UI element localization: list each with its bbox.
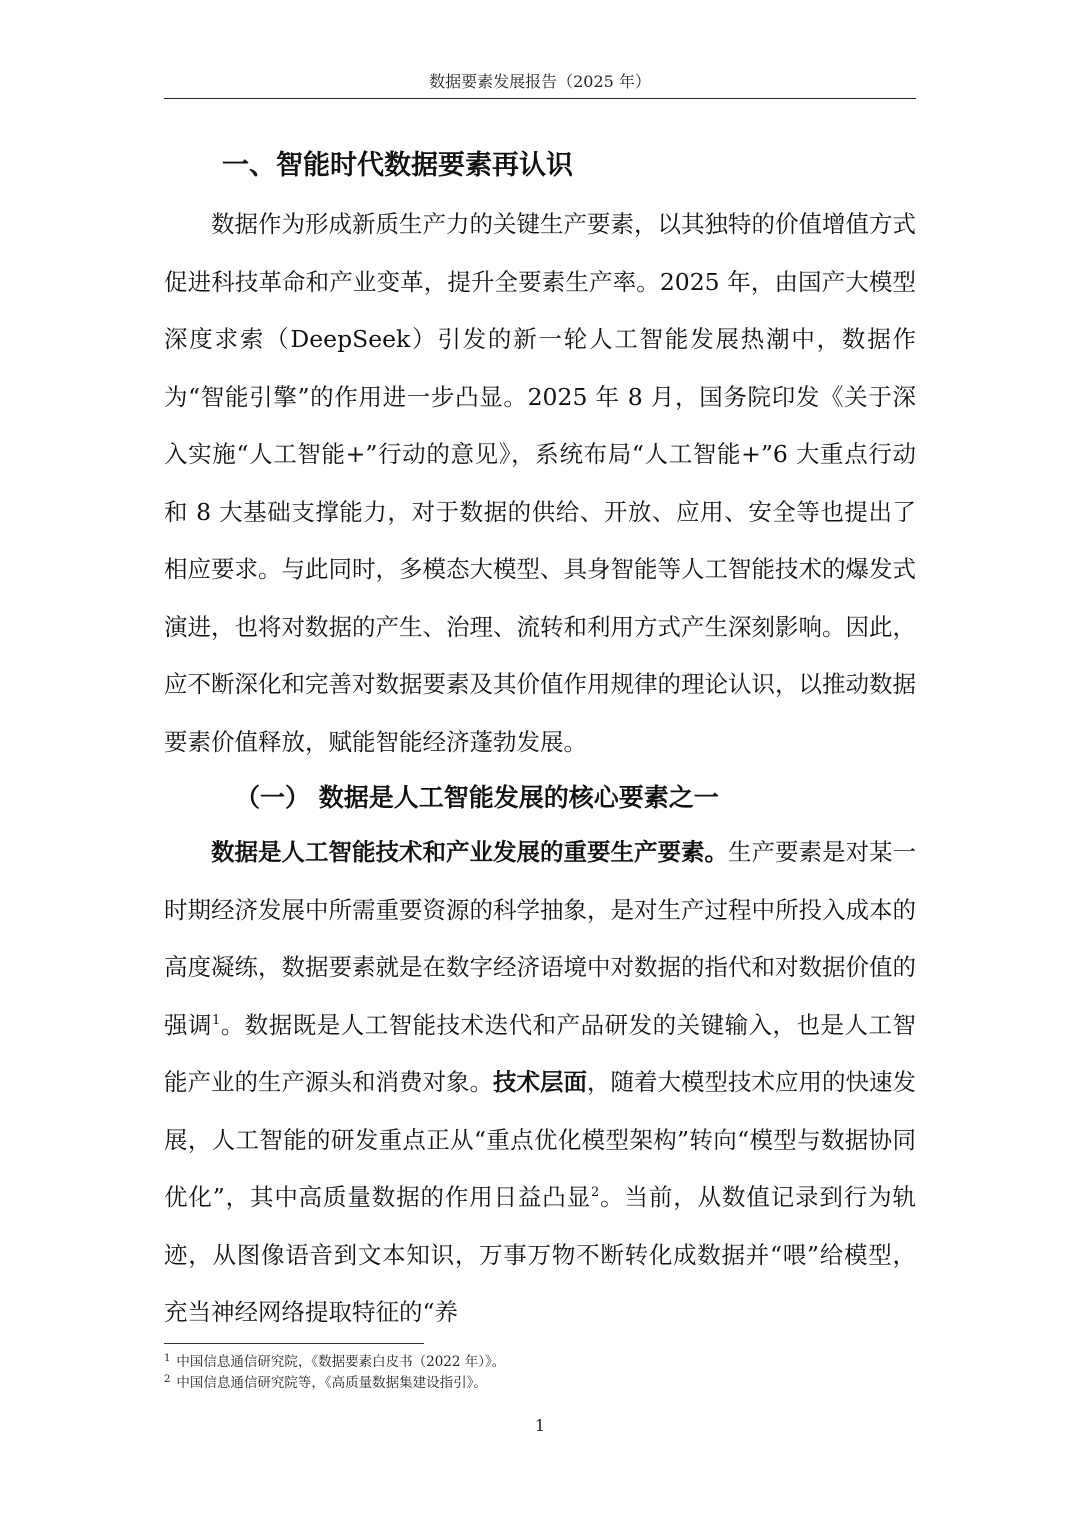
page-number: 1: [534, 1416, 546, 1435]
section-title: 一、智能时代数据要素再认识: [222, 150, 573, 181]
paragraph-2-text-c: ，随着大模型技术应用的快速发展，人工智能的研发重点正从“重点优化模型架构”转向“模型与数据协同优化”，其中高质量数据的作用日益凸显: [164, 1068, 916, 1211]
header-rule: [164, 98, 916, 99]
footnote-rule: [164, 1343, 424, 1344]
paragraph-2-text-a: 生产要素是对某一时期经济发展中所需重要资源的科学抽象，是对生产过程中所投入成本的高度凝练，数据要素就是在数字经济语境中对数据的指代和对数据价值的强调: [164, 838, 916, 1039]
footnote-1: [164, 1352, 916, 1373]
footnotes: [164, 1352, 916, 1394]
footnote-2-mark: 2: [164, 1374, 171, 1385]
paragraph-2-text-d: 。当前，从数值记录到行为轨迹，从图像语音到文本知识，万事万物不断转化成数据并“喂”给模型，充当神经网络提取特征的“养: [164, 1183, 917, 1326]
footnote-ref-1[interactable]: 1: [211, 1012, 221, 1028]
paragraph-1: 数据作为形成新质生产力的关键生产要素，以其独特的价值增值方式促进科技革命和产业变革，提升全要素生产率。2025 年，由国产大模型深度求索（DeepSeek）引发的新一轮人工智能发展热潮中，数据作为“智能引擎”的作用进一步凸显。2025 年 8 月，国务院印发《关于深入实施“人工智能+”行动的意见》，系统布局“人工智能+”6 大重点行动和 8 大基础支撑能力，对于数据的供给、开放、应用、安全等也提出了相应要求。与此同时，多模态大模型、具身智能等人工智能技术的爆发式演进，也将对数据的产生、治理、流转和利用方式产生深刻影响。因此，应不断深化和完善对数据要素及其价值作用规律的理论认识，以推动数据要素价值释放，赋能智能经济蓬勃发展。: [164, 210, 916, 756]
running-header: 数据要素发展报告（2025 年）: [429, 72, 651, 91]
paragraph-2: [164, 824, 916, 1342]
footnote-1-text: 中国信息通信研究院，《数据要素白皮书（2022 年）》。: [176, 1354, 506, 1370]
footnote-ref-2[interactable]: 2: [591, 1185, 600, 1201]
footnote-2-text: 中国信息通信研究院等，《高质量数据集建设指引》。: [176, 1375, 487, 1391]
paragraph-2-text-b: 。数据既是人工智能技术迭代和产品研发的关键输入，也是人工智能产业的生产源头和消费对象。: [164, 1010, 917, 1096]
footnote-2: [164, 1373, 916, 1394]
subsection-title: （一） 数据是人工智能发展的核心要素之一: [235, 783, 719, 812]
paragraph-2-lead-2: 技术层面: [493, 1068, 587, 1096]
footnote-1-mark: 1: [164, 1353, 171, 1364]
paragraph-2-lead: 数据是人工智能技术和产业发展的重要生产要素。: [211, 838, 728, 866]
